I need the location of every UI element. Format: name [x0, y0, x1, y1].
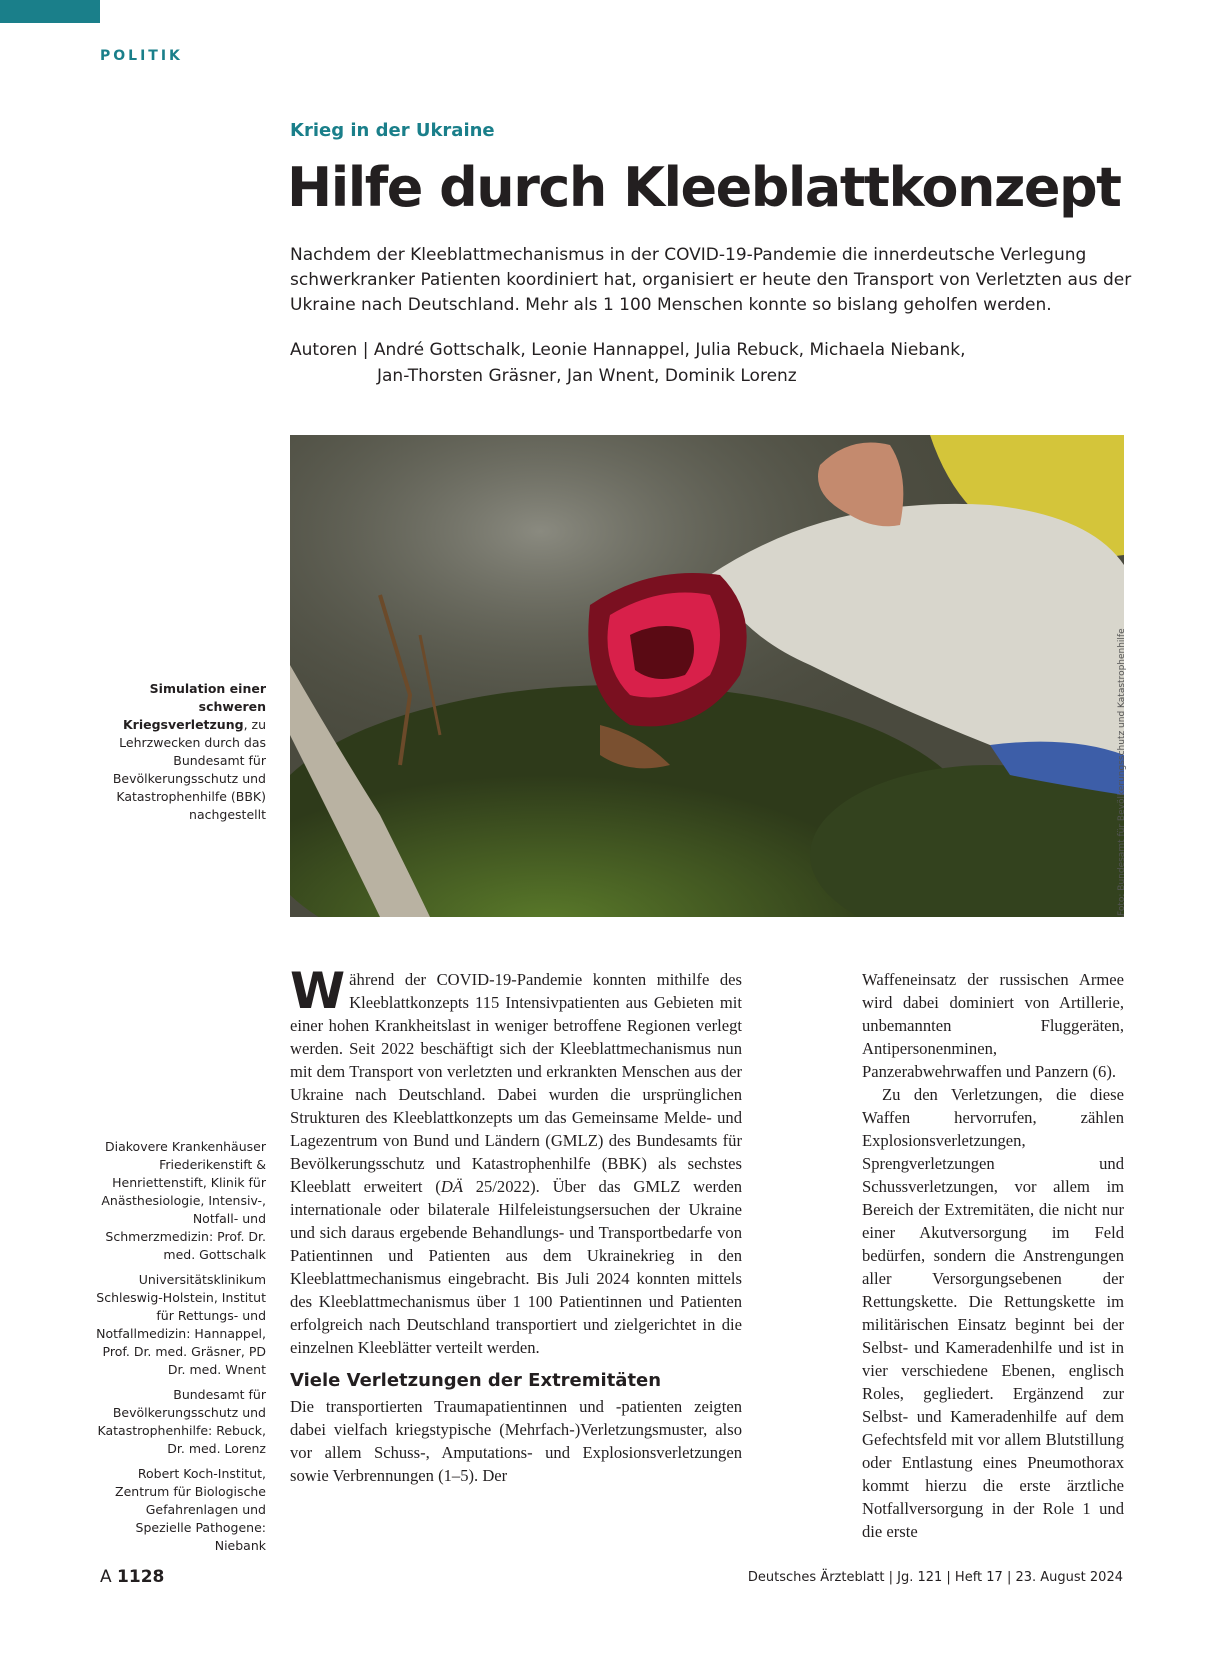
top-accent-bar	[0, 0, 100, 23]
author-affiliations	[90, 1138, 266, 1562]
page-number-value: 1128	[117, 1567, 165, 1587]
authors-line-2: Jan-Thorsten Gräsner, Jan Wnent, Dominik Lorenz	[377, 366, 797, 386]
journal-footer: Deutsches Ärzteblatt | Jg. 121 | Heft 17 | 23. August 2024	[747, 1570, 1123, 1585]
caption-bold: Simulation einer schweren Kriegsverletzung	[123, 681, 266, 732]
affiliation-item: Universitätsklinikum Schleswig-Holstein, Institut für Rettungs- und Notfallmedizin: Hannappel, Prof. Dr. med. Gräsner, PD Dr. med. Wnent	[96, 1272, 266, 1377]
body-paragraph: Zu den Verletzungen, die diese Waffen hervorrufen, zählen Explosionsverletzungen, Sprengverletzungen und Schussverletzungen, vor allem im Bereich der Extremitäten, die nicht nur einer Akutversorgung im Feld bedürfen, sondern die Anstrengungen aller Versorgungsebenen der Rettungskette. Die Rettungskette im militärischen Einsatz beginnt bei der Selbst- und Kameradenhilfe und ist in vier verschiedene Ebenen, englisch Roles, gegliedert. Ergänzend zur Selbst- und Kameradenhilfe auf dem Gefechtsfeld mit vor allem Blutstillung oder Entlastung eines Pneumothorax kommt hierzu die erste ärztliche Notfallversorgung in der Role 1 und die erste	[862, 1085, 1124, 1541]
article-lead: Nachdem der Kleeblattmechanismus in der COVID-19-Pandemie die innerdeutsche Verlegung schwerkranker Patienten koordiniert hat, organisiert er heute den Transport von Verletzten aus der Ukraine nach Deutschland. Mehr als 1 100 Menschen konnte so bislang geholfen werden.	[290, 245, 1132, 315]
page-number	[100, 1567, 164, 1587]
authors-line-1: André Gottschalk, Leonie Hannappel, Julia Rebuck, Michaela Niebank,	[373, 340, 966, 360]
affiliation-item: Robert Koch-Institut, Zentrum für Biologische Gefahrenlagen und Spezielle Pathogene: Niebank	[115, 1466, 266, 1553]
section-subheading: Viele Verletzungen der Extremitäten	[290, 1370, 662, 1391]
body-column-1	[290, 962, 742, 1487]
authors-label: Autoren |	[290, 340, 369, 360]
affiliation-item: Diakovere Krankenhäuser Friederikenstift & Henriettenstift, Klinik für Anästhesiologie, Intensiv-, Notfall- und Schmerzmedizin: Prof. Dr. med. Gottschalk	[101, 1139, 266, 1262]
author-list	[290, 337, 1150, 389]
photo-credit: Foto: Bundesamt für Bevölkerungsschutz und Katastrophenhilfe	[1117, 628, 1127, 916]
paragraph-text: ährend der COVID-19-Pandemie konnten mithilfe des Kleeblattkonzepts 115 Intensivpatienten aus Gebieten mit einer hohen Krankheitslast in weniger betroffene Regionen verlegt werden. Seit 2022 beschäftigt sich der Kleeblattmechanismus nun mit dem Transport von verletzten und erkrankten Menschen aus der Ukraine nach Deutschland. Dabei wurden die ursprünglichen Strukturen des Kleeblattkonzepts um das Gemeinsame Melde- und Lagezentrum von Bund und Ländern (GMLZ) des Bundesamts für Bevölkerungsschutz und Katastrophenhilfe (BBK) als sechstes Kleeblatt erweitert (	[290, 970, 742, 1196]
body-paragraph: Waffeneinsatz der russischen Armee wird dabei dominiert von Artillerie, unbemannten Fluggeräten, Antipersonenminen, Panzerabwehrwaffen und Panzern (6).	[862, 970, 1124, 1081]
body-column-2	[862, 968, 1124, 1543]
photo-illustration	[290, 435, 1124, 917]
drop-cap: W	[290, 962, 346, 1020]
article-kicker: Krieg in der Ukraine	[290, 120, 495, 141]
caption-text: , zu Lehrzwecken durch das Bundesamt für Bevölkerungsschutz und Katastrophenhilfe (BBK) nachgestellt	[112, 717, 266, 822]
figure-caption	[90, 680, 266, 824]
article-photo	[290, 435, 1124, 917]
paragraph-text: 25/2022). Über das GMLZ werden internationale oder bilaterale Hilfeleistungsersuchen der Ukraine und sich daraus ergebende Behandlungs- und Transportbedarfe von Patientinnen und Patienten aus dem Ukrainekrieg in den Kleeblattmechanismus eingebracht. Bis Juli 2024 konnten mittels des Kleeblattmechanismus über 1 100 Patientinnen und Patienten erfolgreich nach Deutschland transportiert und zielgerichtet in die einzelnen Kleeblätter verteilt werden.	[290, 1177, 742, 1357]
body-paragraph: Die transportierten Traumapatientinnen und -patienten zeigten dabei vielfach kriegstypische (Mehrfach-)Verletzungsmuster, also vor allem Schuss-, Amputations- und Explosionsverletzungen sowie Verbrennungen (1–5). Der	[290, 1397, 742, 1485]
page-prefix: A	[100, 1567, 112, 1587]
affiliation-item: Bundesamt für Bevölkerungsschutz und Katastrophenhilfe: Rebuck, Dr. med. Lorenz	[97, 1387, 266, 1456]
body-paragraph	[290, 962, 742, 1359]
article-title: Hilfe durch Kleeblattkonzept	[287, 156, 1121, 219]
journal-reference: DÄ	[440, 1177, 463, 1196]
section-label: POLITIK	[100, 48, 183, 64]
